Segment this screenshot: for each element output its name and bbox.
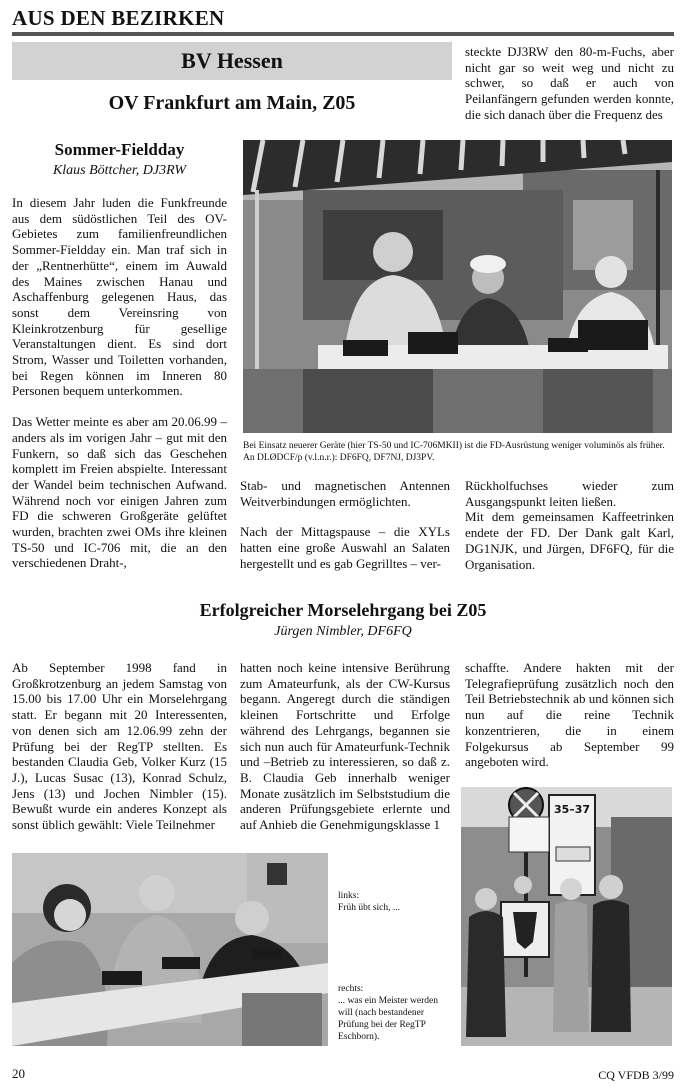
caption-right-text: ... was ein Meister werden will (nach bestandener Prüfung bei der RegTP Eschborn). [338, 996, 438, 1042]
article2-author: Jürgen Nimbler, DF6FQ [274, 624, 412, 639]
students-photo [12, 853, 328, 1046]
caption-right-label: rechts: [338, 984, 364, 994]
fieldday-photo-caption: Bei Einsatz neuerer Geräte (hier TS-50 und IC-706MKII) ist die FD-Ausrüstung weniger voluminös als früher. An DLØDCF/p (v.l.n.r.): DF6FQ, DF7NJ, DJ3PV. [243, 441, 665, 463]
header-rule [12, 32, 674, 36]
article2-column-3: schaffte. Andere hakten mit der Telegrafieprüfung zusätzlich noch den Teil Betriebstechnik ab und können sich nun auf die reine Technik konzentrieren, die in einem Folgekursus ab September 99 angeboten wird. [465, 660, 674, 770]
caption-left-text: Früh übt sich, ... [338, 903, 401, 913]
bv-title-box [12, 42, 452, 80]
caption-right [338, 983, 453, 1043]
section-title: AUS DEN BEZIRKEN [12, 6, 225, 30]
page-number: 20 [12, 1066, 25, 1081]
issue-label: CQ VFDB 3/99 [598, 1068, 674, 1082]
sign-number: 35–37 [553, 803, 591, 816]
article1-middle-column [240, 478, 450, 587]
article2-title: Erfolgreicher Morselehrgang bei Z05 [199, 600, 487, 620]
article1-left-column [12, 195, 227, 586]
ov-title: OV Frankfurt am Main, Z05 [108, 92, 356, 114]
caption-left-label: links: [338, 891, 360, 901]
article1-right-a: Rückholfuchses wieder zum Ausgangspunkt leiten ließen. [465, 478, 674, 509]
article1-author: Klaus Böttcher, DJ3RW [52, 163, 187, 178]
article2-column-1: Ab September 1998 fand in Großkrotzenburg an jedem Samstag von 15.00 bis 17.00 Uhr ein Morselehrgang statt. Er begann mit 20 Interessenten, von denen sich am 12.06.99 zehn der Prüfung bei der RegTP stellten. Es bestanden Claudia Geb, Volker Kurz (15 J.), Lucas Susac (13), Konrad Schulz, Jens (13) und Jochen Nimbler (15). Bewußt wurde ein anderes Konzept als sonst üblich gewählt: Viele Teilnehmer [12, 660, 227, 833]
article1-right-column [465, 478, 674, 572]
caption-left [338, 890, 453, 914]
fieldday-photo [243, 140, 672, 433]
article1-middle-b: Nach der Mittagspause – die XYLs hatten eine große Auswahl an Salaten hergestellt und es gab Gegrilltes – ver- [240, 524, 450, 571]
group-photo [461, 787, 672, 1046]
article1-title: Sommer-Fieldday [54, 140, 185, 159]
top-right-text: steckte DJ3RW den 80-m-Fuchs, aber nicht gar so weit weg und nicht zu schwer, so daß er auch von Peilanfängern gefunden werden konnte, die sich danach über die Frequenz des [465, 44, 674, 122]
article1-paragraph-1: In diesem Jahr luden die Funkfreunde aus dem südöstlichen Teil des OV-Gebietes zum familienfreundlichen Sommer-Fieldday ein. Man traf sich in der „Rentnerhütte“, einem im Auwald des Maines zwischen Hanau und Aschaffenburg gelegenen Haus, das sonst dem Vereinsring von Kleinkrotzenburg für gesellige Veranstaltungen dient. Es sind dort Strom, Wasser und Toiletten vorhanden, bei Regen können im Inneren 80 Personen bequem unterkommen. [12, 195, 227, 399]
bv-title: BV Hessen [181, 48, 283, 73]
article2-column-2: hatten noch keine intensive Berührung zum Amateurfunk, als der CW-Kursus begann. Angeregt durch die ständigen kleinen Fortschritte und Erfolge während des Lehrgangs, begannen sie sich nun auch für Amateurfunk-Technik und –Betrieb zu interessieren, so daß z. B. Claudia Geb innerhalb weniger Monate zusätzlich im Selbststudium die anderen Prüfungsgebiete erlernte und auf Anhieb die Genehmigungsklasse 1 [240, 660, 450, 833]
article1-paragraph-2: Das Wetter meinte es aber am 20.06.99 – anders als im vorigen Jahr – gut mit den Funkern, so daß sich das Geschehen komplett im Freien abspielte. Interessant der Wandel beim technischen Aufwand. Während noch vor einigen Jahren zum FD die schweren Großgeräte gelüftet wurden, brachten zwei OMs ihre kleinen TS-50 und IC-706 mit, die an den verschiedenen Draht-, [12, 414, 227, 571]
article1-right-b: Mit dem gemeinsamen Kaffeetrinken endete der FD. Der Dank galt Karl, DG1NJK, und Jürgen, DF6FQ, für die Organisation. [465, 509, 674, 572]
article1-middle-a: Stab- und magnetischen Antennen Weitverbindungen ermöglichten. [240, 478, 450, 509]
